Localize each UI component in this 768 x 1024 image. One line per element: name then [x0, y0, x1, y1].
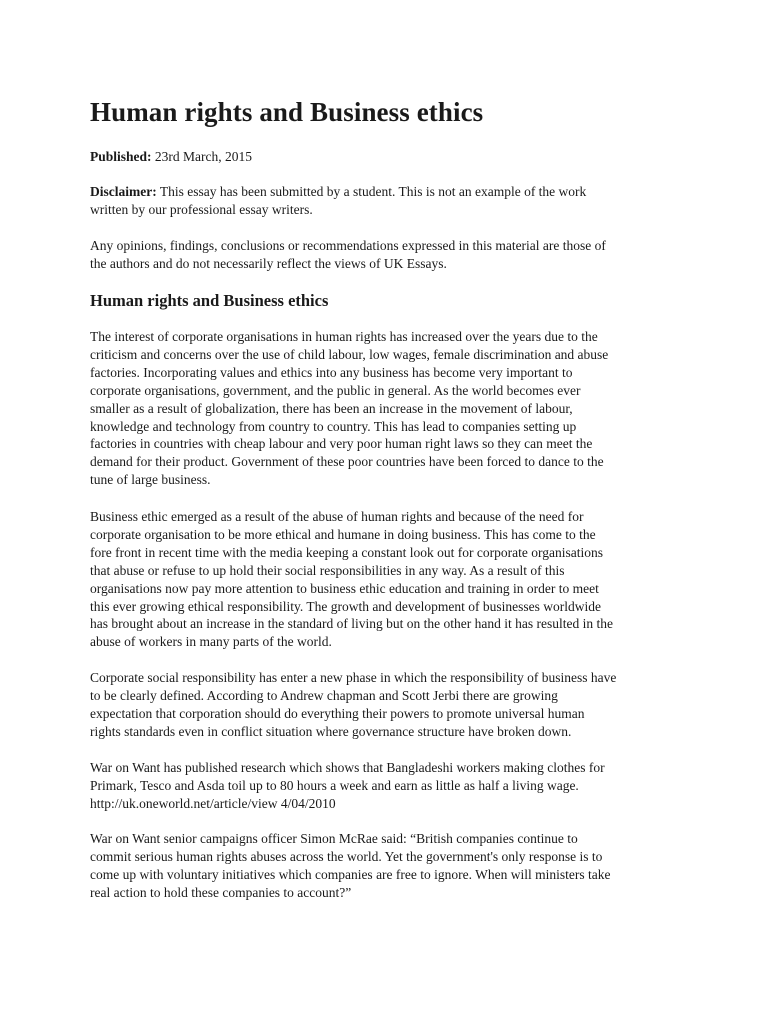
disclaimer-label: Disclaimer:: [90, 184, 157, 199]
paragraph-line: tune of large business.: [90, 472, 211, 488]
opinions-line: the authors and do not necessarily reflect the views of UK Essays.: [90, 256, 447, 271]
published-line: [90, 148, 690, 166]
document-title: Human rights and Business ethics: [90, 97, 484, 127]
disclaimer-line: written by our professional essay writers.: [90, 202, 313, 217]
disclaimer-text: This essay has been submitted by a student. This is not an example of the work: [159, 184, 587, 199]
paragraph-line: corporate organisations, government, and the public in general. As the world becomes ever: [90, 382, 581, 398]
paragraph-line: corporate organisation to be more ethical and humane in doing business. This has come to the: [90, 526, 596, 542]
paragraph-line: The interest of corporate organisations in human rights has increased over the years due to the: [90, 329, 598, 344]
disclaimer-paragraph: [90, 183, 690, 219]
source-url: http://uk.oneworld.net/article/view 4/04/2010: [90, 795, 336, 811]
paragraph-line: demand for their product. Government of these poor countries have been forced to dance to the: [90, 454, 604, 470]
paragraph-line: organisations now pay more attention to business ethic education and training in order to meet: [90, 580, 599, 596]
paragraph-line: factories. Incorporating values and ethics into any business has become very important to: [90, 364, 573, 380]
paragraph-line: knowledge and technology from country to country. This has lead to companies setting up: [90, 418, 577, 434]
paragraph-line: Business ethic emerged as a result of the abuse of human rights and because of the need for: [90, 509, 584, 524]
paragraph-line: smaller as a result of globalization, there has been an increase in the movement of labour,: [90, 400, 573, 416]
opinions-paragraph: [90, 237, 690, 273]
paragraph-line: this ever growing ethical responsibility. The growth and development of businesses worldwide: [90, 598, 602, 614]
body-paragraph-5: [90, 830, 690, 902]
paragraph-line: rights standards even in conflict situation where governance structure have broken down.: [90, 723, 572, 739]
body-paragraph-2: [90, 508, 690, 651]
opinions-line: Any opinions, findings, conclusions or recommendations expressed in this material are those of: [90, 238, 606, 253]
paragraph-line: fore front in recent time with the media keeping a constant look out for corporate organisations: [90, 544, 603, 560]
paragraph-line: criticism and concerns over the use of child labour, low wages, female discrimination and abuse: [90, 346, 609, 362]
body-paragraph-1: [90, 328, 690, 489]
paragraph-line: commit serious human rights abuses across the world. Yet the government's only response is to: [90, 848, 603, 864]
published-label: Published:: [90, 149, 152, 164]
published-date: 23rd March, 2015: [154, 149, 253, 164]
paragraph-line: come up with voluntary initiatives which companies are free to ignore. When will ministers take: [90, 866, 611, 882]
paragraph-line: Corporate social responsibility has enter a new phase in which the responsibility of business have: [90, 670, 617, 685]
disclaimer-line: [90, 183, 690, 201]
paragraph-line: War on Want has published research which shows that Bangladeshi workers making clothes for: [90, 760, 605, 775]
paragraph-line: real action to hold these companies to account?”: [90, 884, 352, 900]
body-paragraph-3: [90, 669, 690, 741]
paragraph-line: has brought about an increase in the standard of living but on the other hand it has resulted in the: [90, 616, 613, 632]
paragraph-line: to be clearly defined. According to Andrew chapman and Scott Jerbi there are growing: [90, 687, 558, 703]
paragraph-line: that abuse or refuse to up hold their social responsibilities in any way. As a result of this: [90, 562, 565, 578]
paragraph-line: expectation that corporation should do everything their powers to promote universal human: [90, 705, 585, 721]
paragraph-line: War on Want senior campaigns officer Simon McRae said: “British companies continue to: [90, 831, 578, 846]
paragraph-line: factories in countries with cheap labour and very poor human right laws so they can meet the: [90, 436, 593, 452]
paragraph-line: abuse of workers in many parts of the world.: [90, 634, 332, 650]
body-paragraph-4: [90, 759, 690, 813]
section-heading: Human rights and Business ethics: [90, 291, 329, 310]
paragraph-line: Primark, Tesco and Asda toil up to 80 hours a week and earn as little as half a living wage.: [90, 777, 579, 793]
